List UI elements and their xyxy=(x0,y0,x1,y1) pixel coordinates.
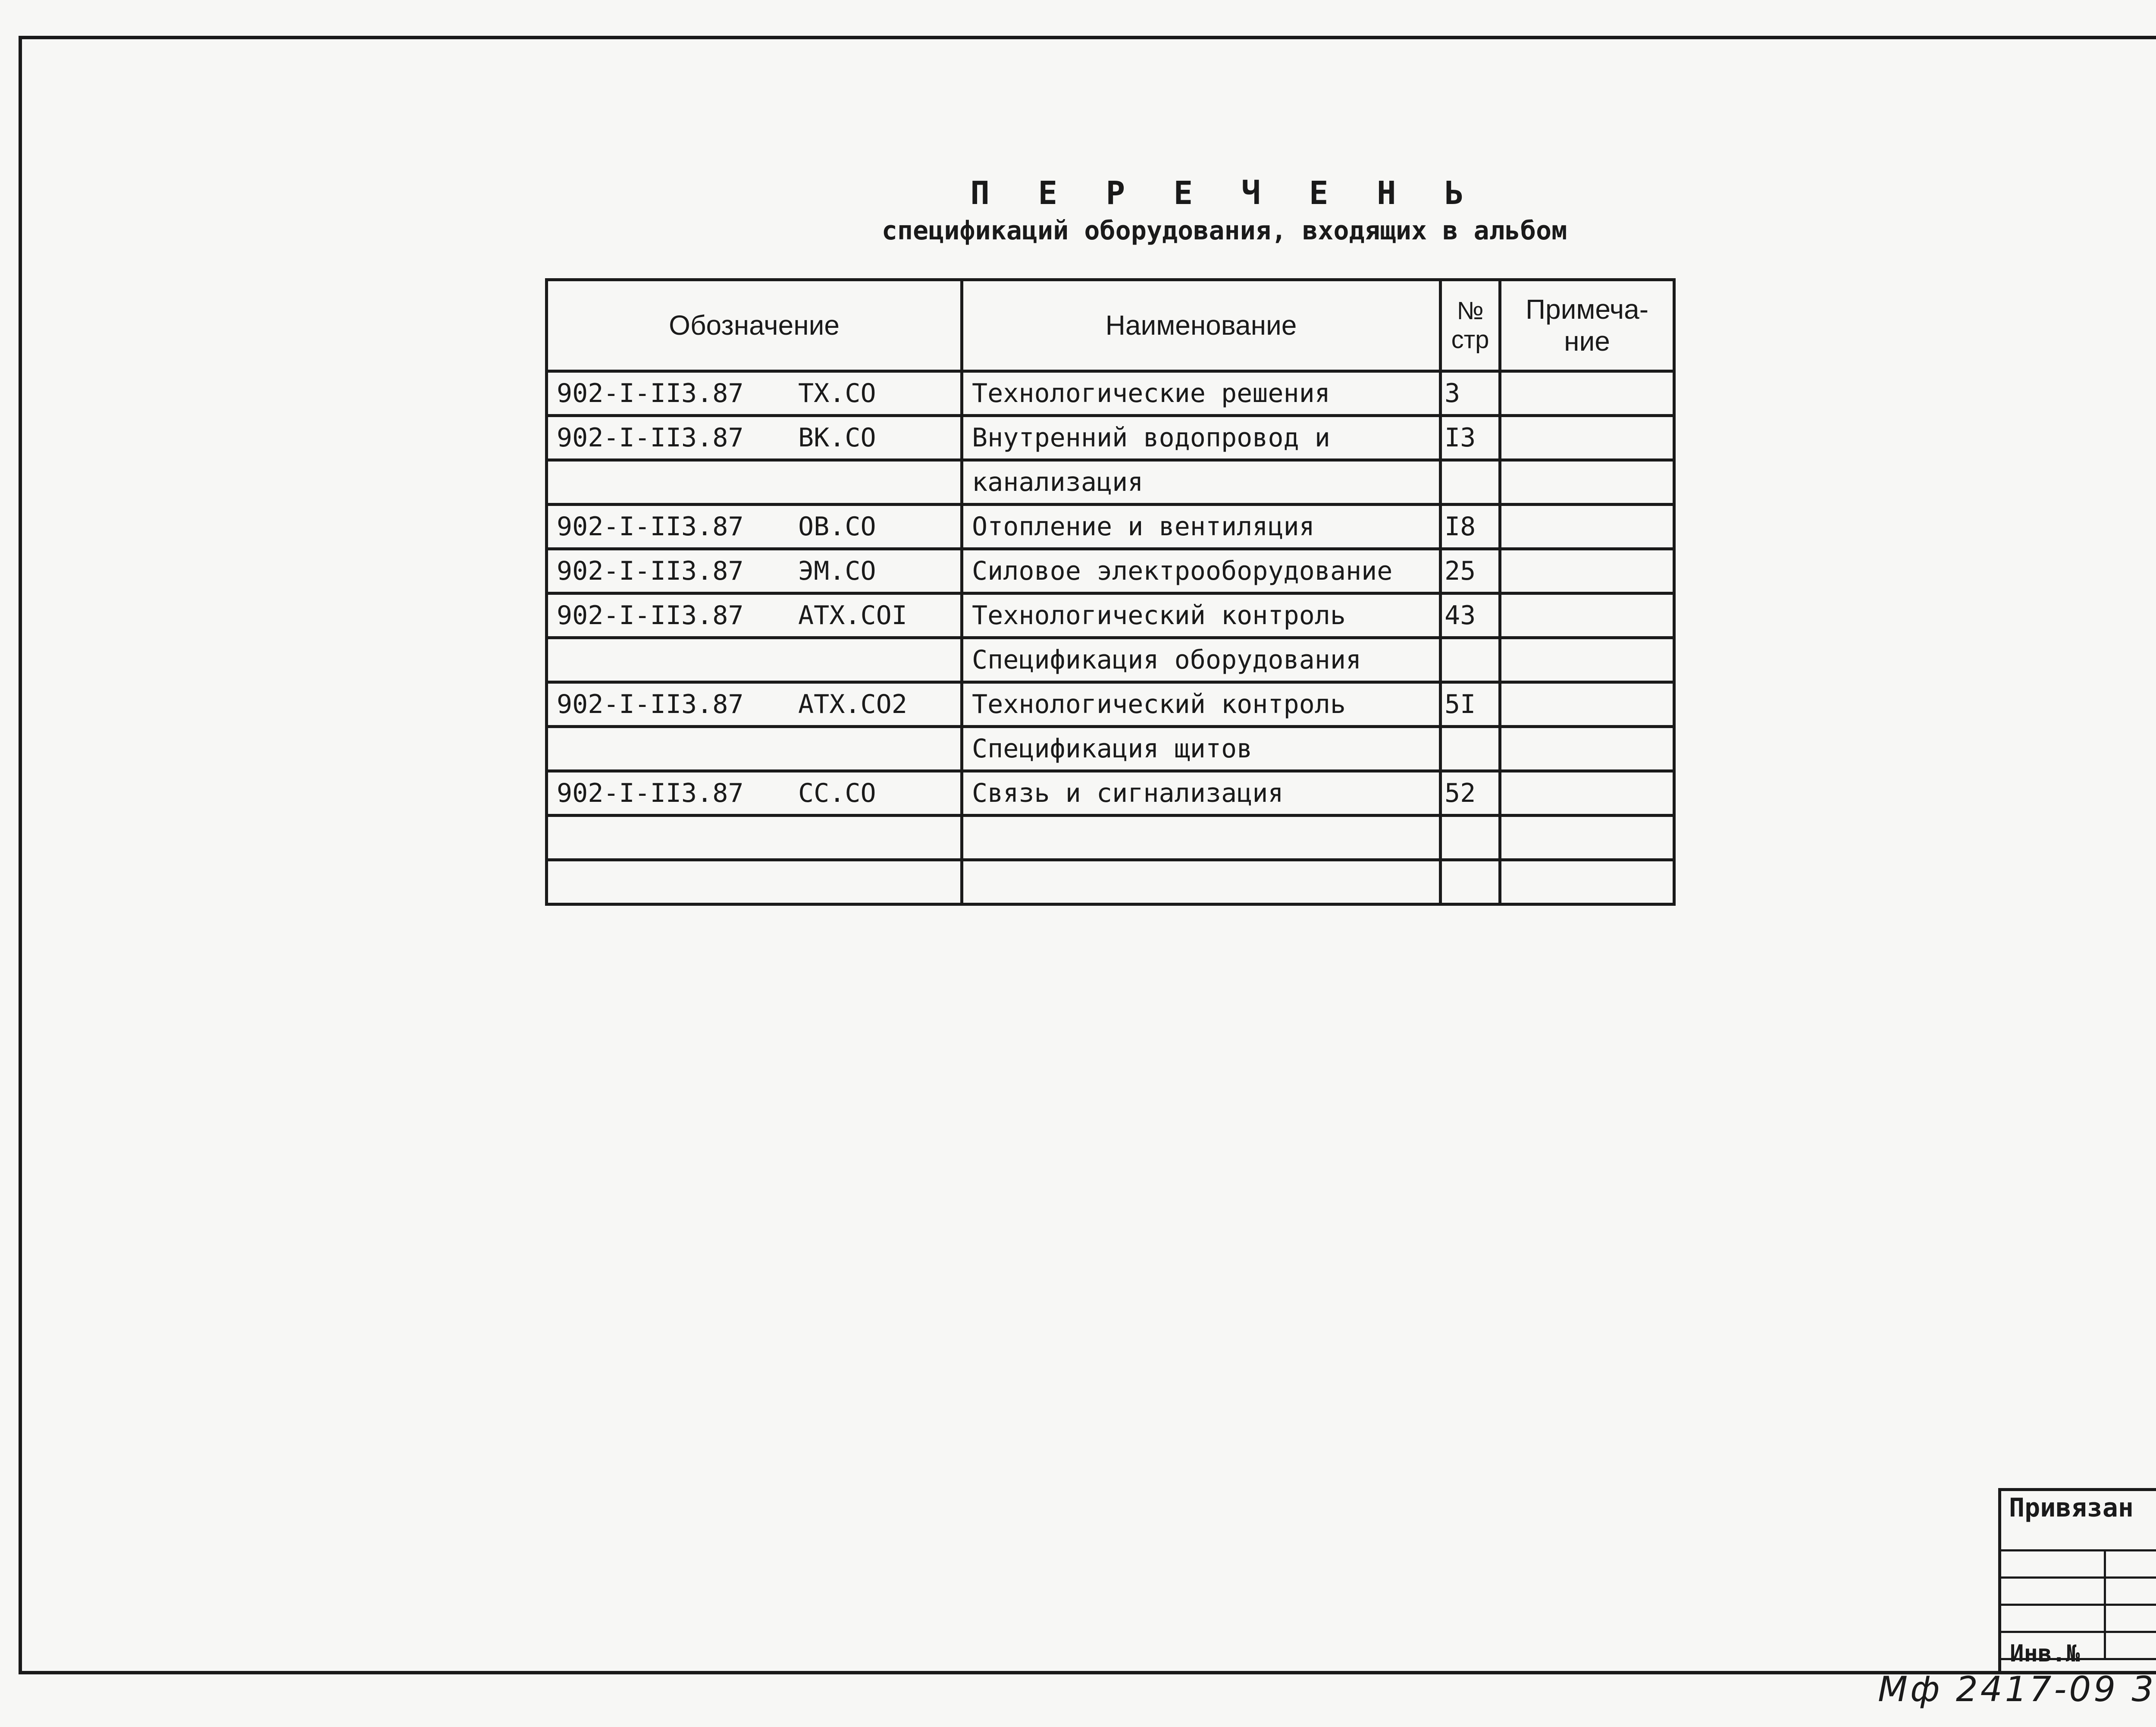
row-name: Технологический контроль xyxy=(962,593,1441,638)
row-name: Спецификация щитов xyxy=(962,727,1441,771)
row-code-suffix: ЭМ.СО xyxy=(798,556,876,586)
table-row xyxy=(547,727,1674,771)
row-note xyxy=(1500,860,1674,904)
row-note xyxy=(1500,816,1674,860)
document-subtitle: спецификаций оборудования, входящих в альбом xyxy=(881,216,1567,246)
table-row xyxy=(547,638,1674,682)
row-code: 902-I-II3.87 xyxy=(557,600,744,631)
document-title: П Е Р Е Ч Е Н Ь xyxy=(970,175,1479,212)
row-code: 902-I-II3.87 xyxy=(557,512,744,542)
row-code-cell xyxy=(547,460,962,505)
table-row xyxy=(547,593,1674,638)
table-row xyxy=(547,682,1674,727)
stamp-grid-row xyxy=(2001,1605,2156,1632)
row-note xyxy=(1500,682,1674,727)
row-code-cell xyxy=(547,416,962,460)
table-row xyxy=(547,860,1674,904)
header-note-line2: ние xyxy=(1564,325,1610,357)
row-page: 25 xyxy=(1441,549,1500,593)
row-code-suffix: ВК.СО xyxy=(798,423,876,453)
row-name: Технологические решения xyxy=(962,371,1441,416)
row-code: 902-I-II3.87 xyxy=(557,689,744,719)
row-note xyxy=(1500,505,1674,549)
header-page xyxy=(1441,280,1500,371)
row-code-cell xyxy=(547,771,962,816)
row-note xyxy=(1500,371,1674,416)
stamp-grid-row xyxy=(2001,1551,2156,1578)
row-code-cell xyxy=(547,593,962,638)
row-page xyxy=(1441,460,1500,505)
row-page xyxy=(1441,860,1500,904)
row-page: I3 xyxy=(1441,416,1500,460)
header-page-line1: № xyxy=(1457,296,1484,325)
row-name xyxy=(962,816,1441,860)
row-name: канализация xyxy=(962,460,1441,505)
table-row xyxy=(547,771,1674,816)
stamp-grid-row xyxy=(2001,1578,2156,1605)
row-note xyxy=(1500,638,1674,682)
header-note xyxy=(1500,280,1674,371)
specification-table xyxy=(545,278,1676,906)
row-code-suffix: АТХ.СОI xyxy=(798,600,907,631)
row-page: 52 xyxy=(1441,771,1500,816)
header-note-line1: Примеча- xyxy=(1525,293,1649,325)
row-name: Внутренний водопровод и xyxy=(962,416,1441,460)
row-code-cell xyxy=(547,371,962,416)
row-code-cell xyxy=(547,860,962,904)
row-page xyxy=(1441,638,1500,682)
row-code-suffix: ОВ.СО xyxy=(798,512,876,542)
row-code: 902-I-II3.87 xyxy=(557,778,744,808)
row-code-cell xyxy=(547,549,962,593)
row-code-suffix: ТХ.СО xyxy=(798,378,876,408)
table-row xyxy=(547,505,1674,549)
header-name: Наименование xyxy=(962,280,1441,371)
stamp-inv-label: Инв.№ xyxy=(2010,1640,2080,1667)
table-row xyxy=(547,549,1674,593)
row-page: I8 xyxy=(1441,505,1500,549)
row-note xyxy=(1500,549,1674,593)
stamp-bound-label: Привязан xyxy=(2009,1493,2134,1523)
row-name: Связь и сигнализация xyxy=(962,771,1441,816)
row-name: Силовое электрооборудование xyxy=(962,549,1441,593)
handwritten-number: Мф 2417-09 3 xyxy=(1878,1669,2156,1709)
row-page: 3 xyxy=(1441,371,1500,416)
row-name xyxy=(962,860,1441,904)
row-code-cell xyxy=(547,505,962,549)
row-code-cell xyxy=(547,682,962,727)
row-code: 902-I-II3.87 xyxy=(557,423,744,453)
table-row xyxy=(547,460,1674,505)
row-code-suffix: АТХ.СО2 xyxy=(798,689,907,719)
row-code-cell xyxy=(547,816,962,860)
header-code: Обозначение xyxy=(547,280,962,371)
row-name: Отопление и вентиляция xyxy=(962,505,1441,549)
row-code-cell xyxy=(547,727,962,771)
row-code: 902-I-II3.87 xyxy=(557,556,744,586)
row-note xyxy=(1500,460,1674,505)
row-note xyxy=(1500,727,1674,771)
table-header-row xyxy=(547,280,1674,371)
row-code-suffix: СС.СО xyxy=(798,778,876,808)
row-page xyxy=(1441,816,1500,860)
header-page-line2: стр xyxy=(1451,325,1489,354)
row-note xyxy=(1500,593,1674,638)
row-code-cell xyxy=(547,638,962,682)
table-row xyxy=(547,816,1674,860)
row-page: 43 xyxy=(1441,593,1500,638)
row-note xyxy=(1500,416,1674,460)
row-page: 5I xyxy=(1441,682,1500,727)
row-code: 902-I-II3.87 xyxy=(557,378,744,408)
row-name: Технологический контроль xyxy=(962,682,1441,727)
table-row xyxy=(547,371,1674,416)
row-name: Спецификация оборудования xyxy=(962,638,1441,682)
row-note xyxy=(1500,771,1674,816)
row-page xyxy=(1441,727,1500,771)
binding-stamp xyxy=(1998,1488,2156,1674)
table-row xyxy=(547,416,1674,460)
